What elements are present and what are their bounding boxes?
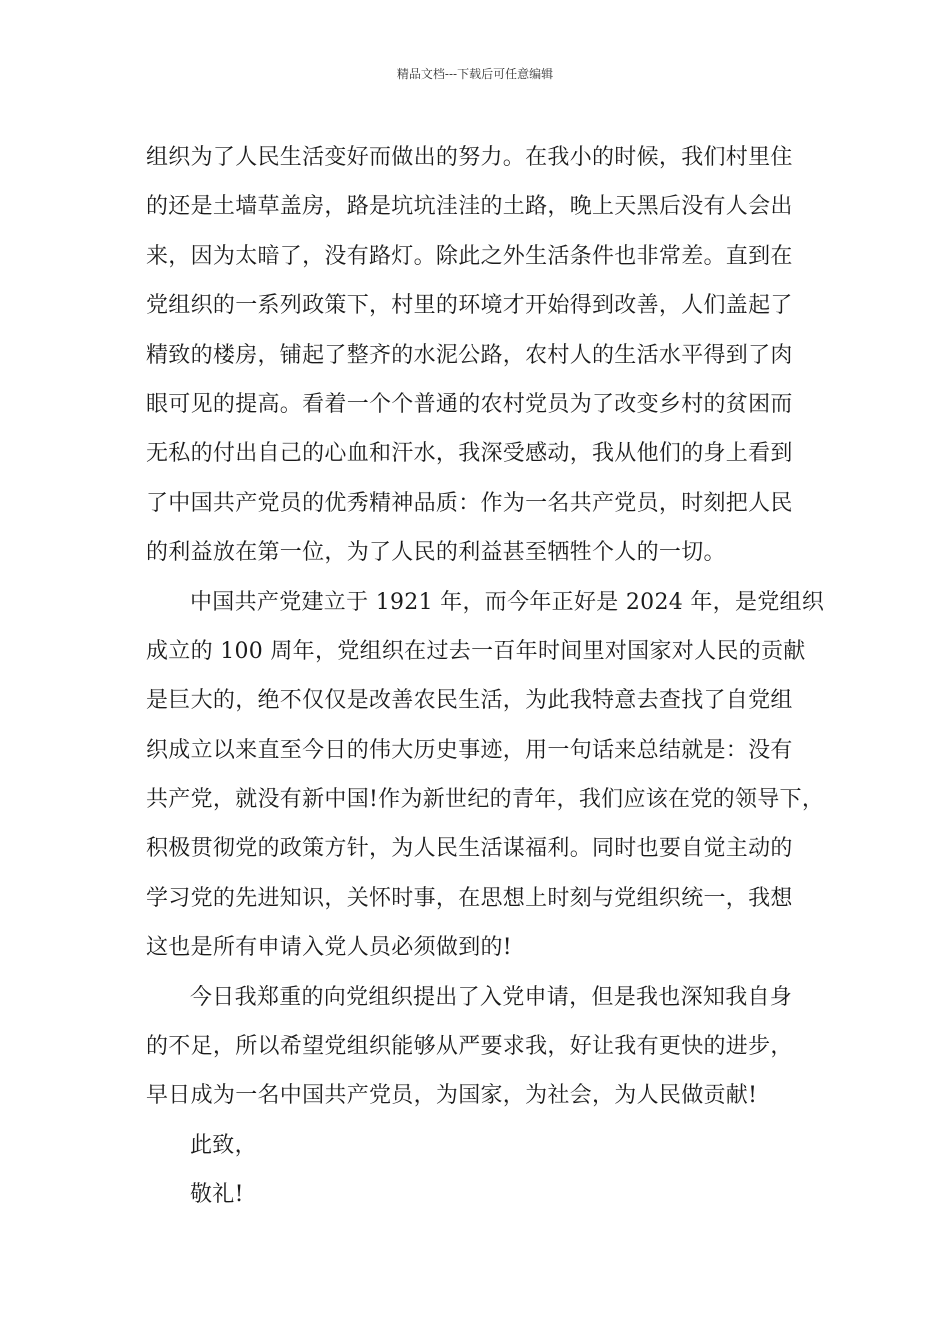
text-line: 积极贯彻党的政策方针，为人民生活谋福利。同时也要自觉主动的 <box>146 836 793 862</box>
page-header: 精品文档---下载后可任意编辑 <box>396 67 554 81</box>
text-line: 党组织的一系列政策下，村里的环境才开始得到改善，人们盖起了 <box>146 293 793 319</box>
text-line: 织成立以来直至今日的伟大历史事迹，用一句话来总结就是：没有 <box>146 737 793 763</box>
text-line: 了中国共产党员的优秀精神品质：作为一名共产党员，时刻把人民 <box>146 490 793 516</box>
text-line: 是巨大的，绝不仅仅是改善农民生活，为此我特意去查找了自党组 <box>146 688 793 714</box>
text-line: 精致的楼房，铺起了整齐的水泥公路，农村人的生活水平得到了肉 <box>146 342 793 368</box>
text-line: 来，因为太暗了，没有路灯。除此之外生活条件也非常差。直到在 <box>146 243 793 269</box>
text-line: 眼可见的提高。看着一个个普通的农村党员为了改变乡村的贫困而 <box>146 391 793 417</box>
text-line: 的不足，所以希望党组织能够从严要求我，好让我有更快的进步， <box>146 1034 793 1060</box>
text-line: 无私的付出自己的心血和汗水，我深受感动，我从他们的身上看到 <box>146 441 793 467</box>
paragraph-start-line: 今日我郑重的向党组织提出了入党申请，但是我也深知我自身 <box>190 984 793 1010</box>
text-line: 这也是所有申请入党人员必须做到的! <box>146 935 512 961</box>
closing-salutation: 此致， <box>190 1132 257 1158</box>
paragraph-start-line: 中国共产党建立于 1921 年，而今年正好是 2024 年，是党组织 <box>190 589 825 615</box>
text-line: 的还是土墙草盖房，路是坑坑洼洼的土路，晚上天黑后没有人会出 <box>146 194 793 220</box>
text-line: 学习党的先进知识，关怀时事，在思想上时刻与党组织统一，我想 <box>146 885 793 911</box>
text-line: 组织为了人民生活变好而做出的努力。在我小的时候，我们村里住 <box>146 145 793 170</box>
text-line: 早日成为一名中国共产党员，为国家，为社会，为人民做贡献! <box>146 1083 758 1109</box>
text-line: 成立的 100 周年，党组织在过去一百年时间里对国家对人民的贡献 <box>146 638 806 664</box>
closing-regards: 敬礼! <box>190 1182 244 1208</box>
text-line: 共产党，就没有新中国!作为新世纪的青年，我们应该在党的领导下， <box>146 787 825 813</box>
document-body <box>146 133 825 1220</box>
text-line: 的利益放在第一位，为了人民的利益甚至牺牲个人的一切。 <box>146 540 726 566</box>
